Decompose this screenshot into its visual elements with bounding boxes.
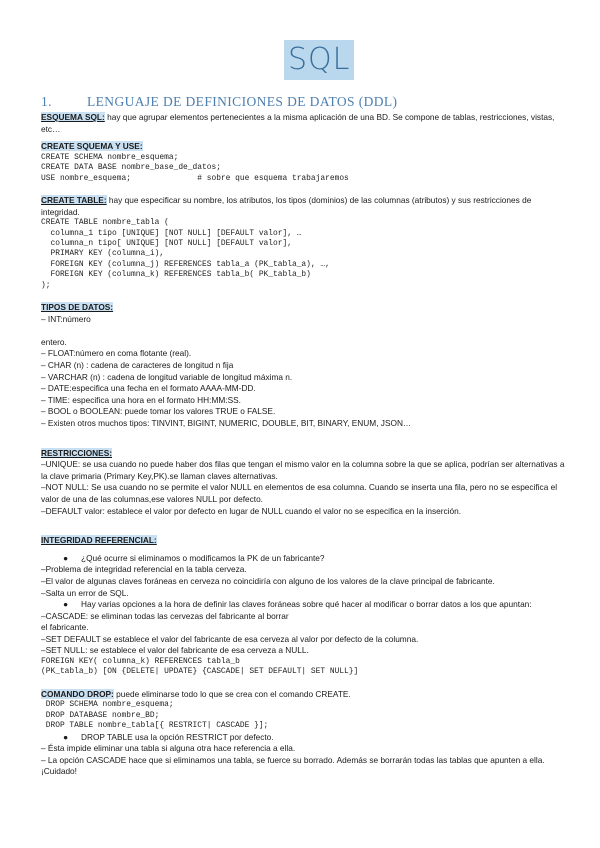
document-body bbox=[41, 112, 571, 778]
create-schema-label: CREATE SQUEMA Y USE: bbox=[41, 141, 143, 152]
create-schema-code: CREATE SCHEMA nombre_esquema; CREATE DATA BASE nombre_base_de_datos; USE nombre_esquema; # sobre que esquema trabajaremos bbox=[41, 152, 349, 183]
section-title: LENGUAJE DE DEFINICIONES DE DATOS (DDL) bbox=[87, 94, 398, 109]
section-number: 1. bbox=[41, 94, 52, 109]
list-item: –NOT NULL: Se usa cuando no se permite el valor NULL en elementos de esa columna. Cuando se inserta una fila, pero no se especifica el valor de una de las columnas,ese valores NULL por defecto. bbox=[41, 482, 558, 504]
drop-paragraph bbox=[41, 689, 571, 701]
list-item: –Problema de integridad referencial en la tabla cerveza. bbox=[41, 564, 247, 575]
create-table-label: CREATE TABLE: bbox=[41, 195, 107, 205]
foreign-key-code: FOREIGN KEY( columna_k) REFERENCES tabla_b (PK_tabla_b) [ON {DELETE| UPDATE} {CASCADE| SET DEFAULT| SET NULL}] bbox=[41, 657, 359, 677]
list-item: el fabricante. bbox=[41, 622, 89, 633]
list-item: – FLOAT:número en coma flotante (real). bbox=[41, 348, 192, 359]
drop-text: puede eliminarse todo lo que se crea con el comando CREATE. bbox=[113, 688, 351, 699]
list-item: –SET NULL: se establece el valor del fabricante de esa cerveza a NULL. bbox=[41, 645, 309, 656]
create-table-code: CREATE TABLE nombre_tabla ( columna_1 tipo [UNIQUE] [NOT NULL] [DEFAULT valor], … columna_n tipo[ UNIQUE] [NOT NULL] [DEFAULT valor], PRIMARY KEY (columna_i), FOREIGN KEY (columna_j) REFERENCES tabla_a (PK_tabla_a), …, FOREIGN KEY (columna_k) REFERENCES tabla_b( PK_tabla_b) ); bbox=[41, 218, 330, 290]
esquema-label: ESQUEMA SQL: bbox=[41, 112, 105, 122]
list-item: –DEFAULT valor: establece el valor por defecto en lugar de NULL cuando el valor no se especifica en la inserción. bbox=[41, 505, 461, 516]
tipos-label: TIPOS DE DATOS: bbox=[41, 302, 114, 313]
create-table-paragraph bbox=[41, 195, 571, 218]
drop-label: COMANDO DROP: bbox=[41, 688, 114, 699]
list-item: – Existen otros muchos tipos: TINVINT, BIGINT, NUMERIC, DOUBLE, BIT, BINARY, ENUM, JSON… bbox=[41, 417, 412, 428]
bullet-icon: ● bbox=[63, 599, 69, 610]
bullet-icon: ● bbox=[63, 731, 69, 742]
list-item: entero. bbox=[41, 336, 67, 347]
restricciones-list bbox=[41, 459, 571, 517]
list-item: –SET DEFAULT se establece el valor del fabricante de esa cerveza al valor por defecto de la columna. bbox=[41, 633, 419, 644]
list-item: – CHAR (n) : cadena de caracteres de longitud n fija bbox=[41, 360, 234, 370]
bullet-item: ● DROP TABLE usa la opción RESTRICT por defecto. bbox=[63, 731, 274, 742]
list-item: –El valor de algunas claves foráneas en cerveza no coincidiría con alguno de los valores de la clave principal de fabricante. bbox=[41, 575, 495, 586]
section-heading bbox=[41, 94, 397, 110]
title-block bbox=[284, 40, 354, 80]
drop-code: DROP SCHEMA nombre_esquema; DROP DATABASE nombre_BD; DROP TABLE nombre_tabla[{ RESTRICT| CASCADE }]; bbox=[41, 700, 269, 731]
list-item: – La opción CASCADE hace que si eliminamos una tabla, se fuerce su borrado. Además se borrarán todas las tablas que apunten a ella. ¡Cuidado! bbox=[41, 754, 545, 777]
list-item: – INT:número bbox=[41, 313, 91, 324]
list-item bbox=[41, 325, 571, 337]
restricciones-label: RESTRICCIONES: bbox=[41, 447, 112, 458]
bullet-icon: ● bbox=[63, 552, 69, 563]
bullet-item: ● Hay varias opciones a la hora de definir las claves foráneas sobre qué hacer al modificar o borrar datos a los que apuntan: bbox=[63, 599, 532, 610]
list-item: – DATE:especifica una fecha en el formato AAAA-MM-DD. bbox=[41, 383, 256, 394]
create-table-text: hay que especificar su nombre, los atributos, los tipos (dominios) de las columnas (atributos) y sus restricciones de integridad. bbox=[41, 195, 532, 217]
list-item: –UNIQUE: se usa cuando no puede haber dos filas que tengan el mismo valor en la columna sobre la que se aplica, podrían ser alternativas a la clave primaria (Primary Key,PK).se llaman claves alternativas. bbox=[41, 459, 565, 481]
list-item: –Salta un error de SQL. bbox=[41, 587, 129, 598]
tipos-list bbox=[41, 314, 571, 430]
list-item: – BOOL o BOOLEAN: puede tomar los valores TRUE o FALSE. bbox=[41, 406, 276, 417]
bullet-item: ● ¿Qué ocurre si eliminamos o modificamos la PK de un fabricante? bbox=[63, 552, 325, 563]
list-item: – Ésta impide eliminar una tabla si alguna otra hace referencia a ella. bbox=[41, 743, 296, 754]
list-item: – VARCHAR (n) : cadena de longitud variable de longitud máxima n. bbox=[41, 371, 293, 382]
integridad-label: INTEGRIDAD REFERENCIAL: bbox=[41, 535, 157, 546]
list-item: –CASCADE: se eliminan todas las cervezas del fabricante al borrar bbox=[41, 610, 289, 621]
list-item: – TIME: especifica una hora en el formato HH:MM:SS. bbox=[41, 394, 241, 405]
page-title: SQL bbox=[284, 40, 354, 80]
esquema-text: hay que agrupar elementos pertenecientes a la misma aplicación de una BD. Se compone de tablas, restricciones, vistas, etc… bbox=[41, 112, 555, 134]
esquema-paragraph bbox=[41, 112, 571, 135]
